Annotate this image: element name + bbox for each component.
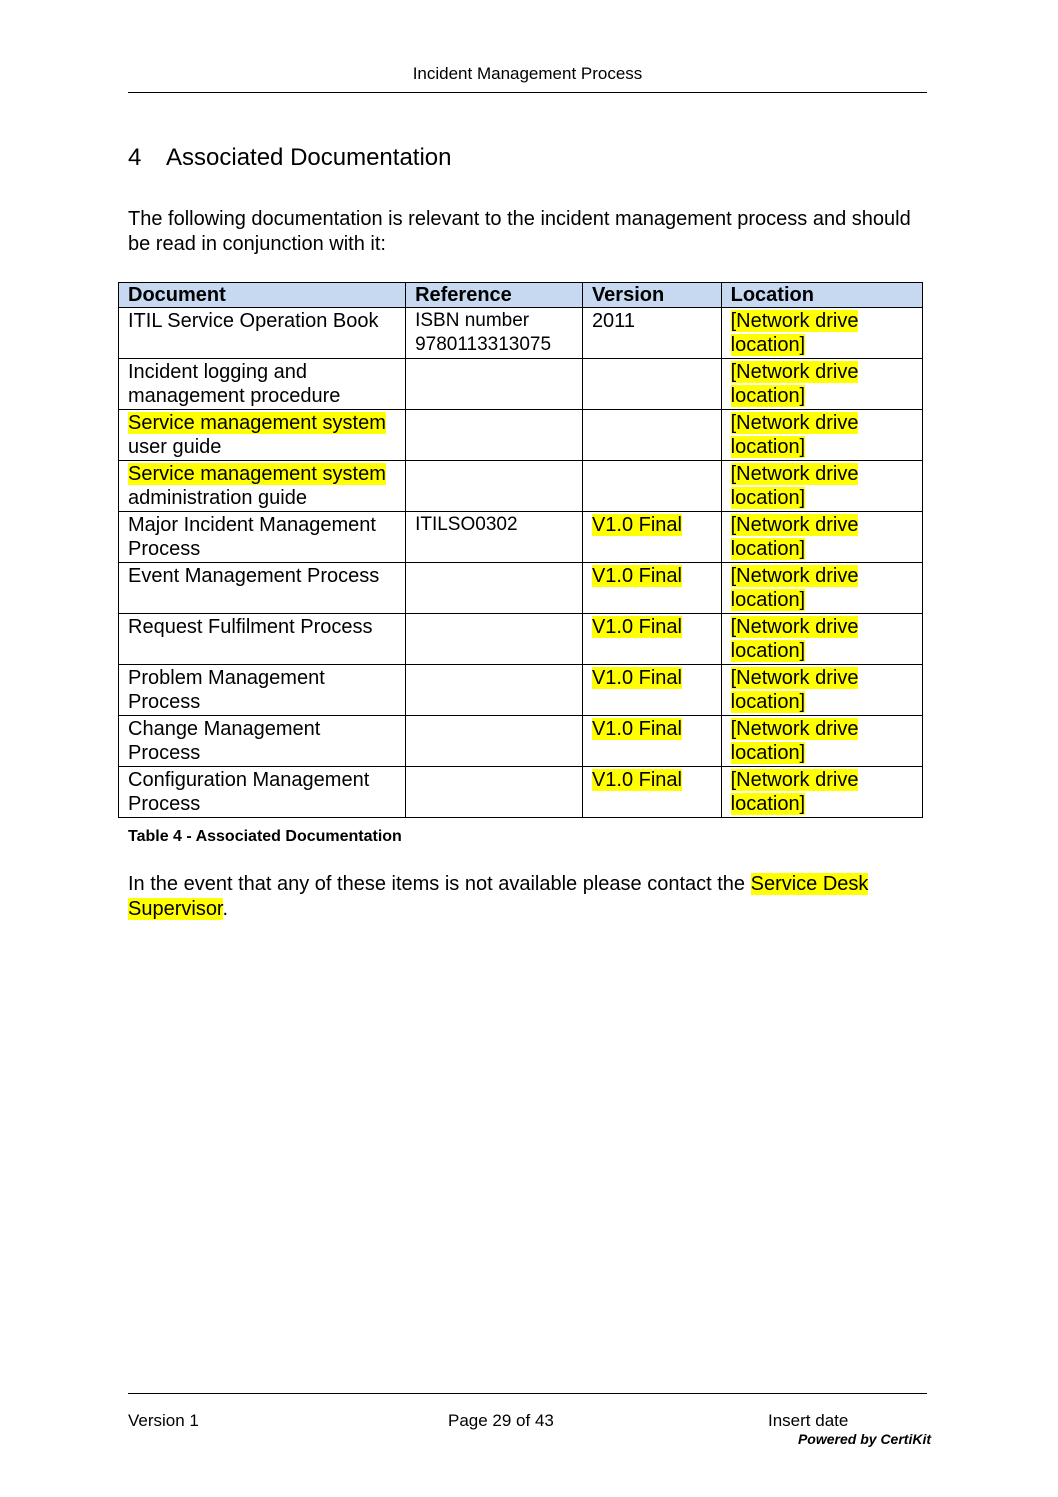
cell-document xyxy=(119,308,406,359)
cell-document xyxy=(119,359,406,410)
cell-reference: ISBN number 9780113313075 xyxy=(406,308,583,359)
page-header-title: Incident Management Process xyxy=(412,64,643,83)
location-text: [Network drive location] xyxy=(730,667,859,713)
location-text: [Network drive location] xyxy=(730,463,859,509)
cell-document xyxy=(119,512,406,563)
version-text: V1.0 Final xyxy=(591,718,682,740)
intro-paragraph: The following documentation is relevant to the incident management process and should be read in conjunction with it: xyxy=(128,208,911,255)
version-text: V1.0 Final xyxy=(591,769,682,791)
cell-location xyxy=(721,410,922,461)
table-body xyxy=(119,308,923,818)
footer-divider xyxy=(128,1393,927,1394)
cell-version xyxy=(582,512,721,563)
header-divider xyxy=(128,92,927,93)
document-name: Incident logging and management procedure xyxy=(128,361,341,407)
table-row xyxy=(119,359,923,410)
cell-document xyxy=(119,410,406,461)
version-text: 2011 xyxy=(591,310,635,332)
cell-reference xyxy=(406,614,583,665)
cell-reference xyxy=(406,410,583,461)
cell-document xyxy=(119,665,406,716)
location-text: [Network drive location] xyxy=(730,616,859,662)
column-header-reference: Reference xyxy=(406,283,583,308)
document-highlight: Service management system xyxy=(128,463,386,485)
footer-version: Version 1 xyxy=(128,1411,199,1430)
closing-paragraph xyxy=(128,872,928,922)
column-header-document: Document xyxy=(119,283,406,308)
table-row xyxy=(119,716,923,767)
location-text: [Network drive location] xyxy=(730,769,859,815)
version-text: V1.0 Final xyxy=(591,667,682,689)
column-header-version: Version xyxy=(582,283,721,308)
cell-version xyxy=(582,665,721,716)
location-text: [Network drive location] xyxy=(730,514,859,560)
cell-version xyxy=(582,308,721,359)
cell-document xyxy=(119,716,406,767)
cell-document xyxy=(119,767,406,818)
cell-reference xyxy=(406,716,583,767)
cell-reference xyxy=(406,563,583,614)
cell-location xyxy=(721,461,922,512)
cell-location xyxy=(721,512,922,563)
cell-location xyxy=(721,716,922,767)
powered-by-label: Powered by CertiKit xyxy=(797,1431,931,1447)
document-name: user guide xyxy=(128,436,222,458)
table-row xyxy=(119,614,923,665)
associated-documentation-table xyxy=(118,282,923,818)
table-row xyxy=(119,512,923,563)
section-title: Associated Documentation xyxy=(166,144,452,171)
cell-reference xyxy=(406,767,583,818)
document-name: Event Management Process xyxy=(128,565,380,587)
cell-document xyxy=(119,461,406,512)
table-header-row xyxy=(119,283,923,308)
version-text: V1.0 Final xyxy=(591,565,682,587)
section-number: 4 xyxy=(128,144,142,171)
cell-version xyxy=(582,359,721,410)
cell-location xyxy=(721,308,922,359)
footer-date: Insert date xyxy=(768,1411,849,1430)
cell-document xyxy=(119,563,406,614)
cell-version xyxy=(582,716,721,767)
version-text: V1.0 Final xyxy=(591,616,682,638)
document-name: Request Fulfilment Process xyxy=(128,616,373,638)
section-heading xyxy=(128,142,452,174)
cell-reference xyxy=(406,461,583,512)
service-desk-supervisor-highlight: Service Desk Supervisor xyxy=(128,873,869,920)
location-text: [Network drive location] xyxy=(730,718,859,764)
cell-location xyxy=(721,767,922,818)
document-highlight: Service management system xyxy=(128,412,386,434)
table-row xyxy=(119,767,923,818)
cell-reference: ITILSO0302 xyxy=(406,512,583,563)
location-text: [Network drive location] xyxy=(730,361,859,407)
table-row xyxy=(119,665,923,716)
cell-version xyxy=(582,767,721,818)
version-text: V1.0 Final xyxy=(591,514,682,536)
table-row xyxy=(119,563,923,614)
document-name: Problem Management Process xyxy=(128,667,325,713)
table-caption: Table 4 - Associated Documentation xyxy=(128,828,402,845)
location-text: [Network drive location] xyxy=(730,565,859,611)
location-text: [Network drive location] xyxy=(730,310,859,356)
cell-version xyxy=(582,410,721,461)
document-name: Major Incident Management Process xyxy=(128,514,376,560)
document-name: administration guide xyxy=(128,487,307,509)
cell-location xyxy=(721,359,922,410)
cell-location xyxy=(721,563,922,614)
cell-version xyxy=(582,563,721,614)
column-header-location: Location xyxy=(721,283,922,308)
cell-version xyxy=(582,614,721,665)
cell-reference xyxy=(406,665,583,716)
document-name: ITIL Service Operation Book xyxy=(128,310,379,332)
document-name: Configuration Management Process xyxy=(128,769,370,815)
location-text: [Network drive location] xyxy=(730,412,859,458)
closing-text: In the event that any of these items is not available please contact the xyxy=(128,873,751,895)
closing-period: . xyxy=(222,898,229,920)
cell-document xyxy=(119,614,406,665)
footer-page-number: Page 29 of 43 xyxy=(448,1411,554,1430)
table-row xyxy=(119,410,923,461)
cell-reference xyxy=(406,359,583,410)
table-row xyxy=(119,308,923,359)
cell-version xyxy=(582,461,721,512)
cell-location xyxy=(721,665,922,716)
document-name: Change Management Process xyxy=(128,718,321,764)
table-row xyxy=(119,461,923,512)
cell-location xyxy=(721,614,922,665)
